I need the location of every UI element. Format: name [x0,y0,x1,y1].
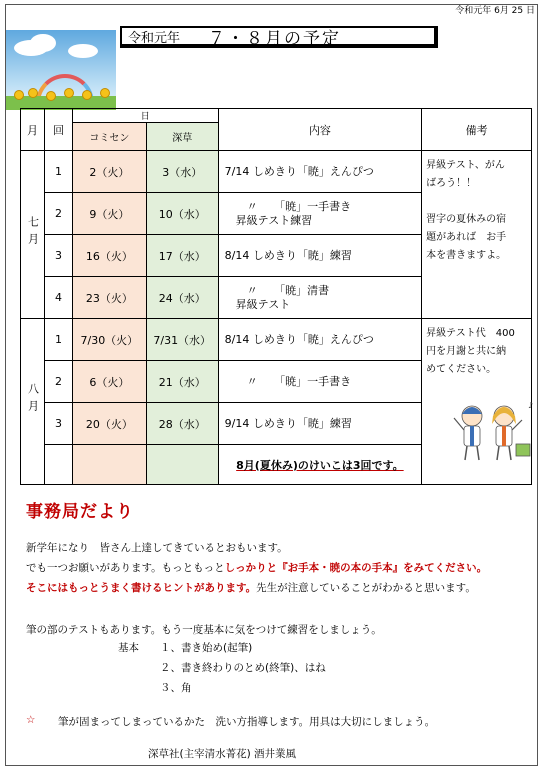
date-comisen: 2（火） [72,151,146,193]
date-fukakusa: 10（水） [146,193,218,235]
kids-illustration [450,394,534,464]
round-number: 3 [44,235,72,277]
date-comisen: 23（火） [72,277,146,319]
header-month: 月 [21,109,45,151]
svg-text:♪: ♪ [528,401,534,410]
date-fukakusa-empty [146,445,218,485]
title-box [120,26,438,48]
basics-item-2: ２、書き終わりのとめ(終筆)、はね [160,662,326,674]
date-comisen: 7/30（火） [72,319,146,361]
round-number: 1 [44,319,72,361]
note-august: 昇級テスト代 400 円を月謝と共に納 めてください。 [422,319,532,485]
title-era: 令和元年 [128,30,181,46]
round-number-empty [44,445,72,485]
date-fukakusa: 17（水） [146,235,218,277]
news-line-2: でも一つお願いがあります。もっともっとしっかりと『お手本・暁の本の手本』をみてください。 [26,562,488,574]
date-comisen: 16（火） [72,235,146,277]
header-illustration [6,30,116,110]
signature: 深草社(主宰清水菁花) 酒井業風 [148,748,297,760]
date-fukakusa: 24（水） [146,277,218,319]
header-date-col2: 深草 [146,123,218,151]
round-number: 4 [44,277,72,319]
month-august: 八月 [21,319,45,485]
header-round: 回 [44,109,72,151]
star-icon: ☆ [26,714,36,726]
note-july: 昇級テスト、がん ばろう！！ 習字の夏休みの宿 題があれば お手 本を書きますよ。 [422,151,532,319]
content-cell: 7/14 しめきり「暁」えんぴつ [218,151,422,193]
content-cell: 〃 「暁」一手書き 昇級テスト練習 [218,193,422,235]
news-line-3: そこにはもっとうまく書けるヒントがあります。先生が注意していることがわかると思います。 [26,582,476,594]
summary-cell [218,445,422,485]
date-fukakusa: 3（水） [146,151,218,193]
date-comisen: 9（火） [72,193,146,235]
page-title: ７・８月の予定 [208,28,342,49]
round-number: 3 [44,403,72,445]
round-number: 2 [44,193,72,235]
content-cell: 9/14 しめきり「暁」練習 [218,403,422,445]
basics-item-3: ３、角 [160,682,192,694]
news-line-1: 新学年になり 皆さん上達してきているとおもいます。 [26,542,288,554]
content-cell: 8/14 しめきり「暁」練習 [218,235,422,277]
round-number: 1 [44,151,72,193]
date-fukakusa: 21（水） [146,361,218,403]
news-line-5: 筆が固まってしまっているかた 洗い方指導します。用具は大切にしましょう。 [58,716,436,728]
issue-date: 令和元年 6月 25 日 [455,6,535,16]
basics-label: 基本 [118,642,139,654]
news-line-4: 筆の部のテストもあります。もう一度基本に気をつけて練習をしましょう。 [26,624,382,636]
content-cell: 〃 「暁」一手書き [218,361,422,403]
month-july: 七月 [21,151,45,319]
header-date-col1: コミセン [72,123,146,151]
date-comisen-empty [72,445,146,485]
header-date: 日 [72,109,218,123]
date-comisen: 20（火） [72,403,146,445]
content-cell: 8/14 しめきり「暁」えんぴつ [218,319,422,361]
date-fukakusa: 7/31（水） [146,319,218,361]
header-content: 内容 [218,109,422,151]
header-note: 備考 [422,109,532,151]
round-number: 2 [44,361,72,403]
date-comisen: 6（火） [72,361,146,403]
summary-text: 8月(夏休み)のけいこは3回です。 [236,458,404,472]
content-cell: 〃 「暁」清書 昇級テスト [218,277,422,319]
news-title: 事務局だより [26,502,134,522]
date-fukakusa: 28（水） [146,403,218,445]
basics-item-1: １、書き始め(起筆) [160,642,253,654]
